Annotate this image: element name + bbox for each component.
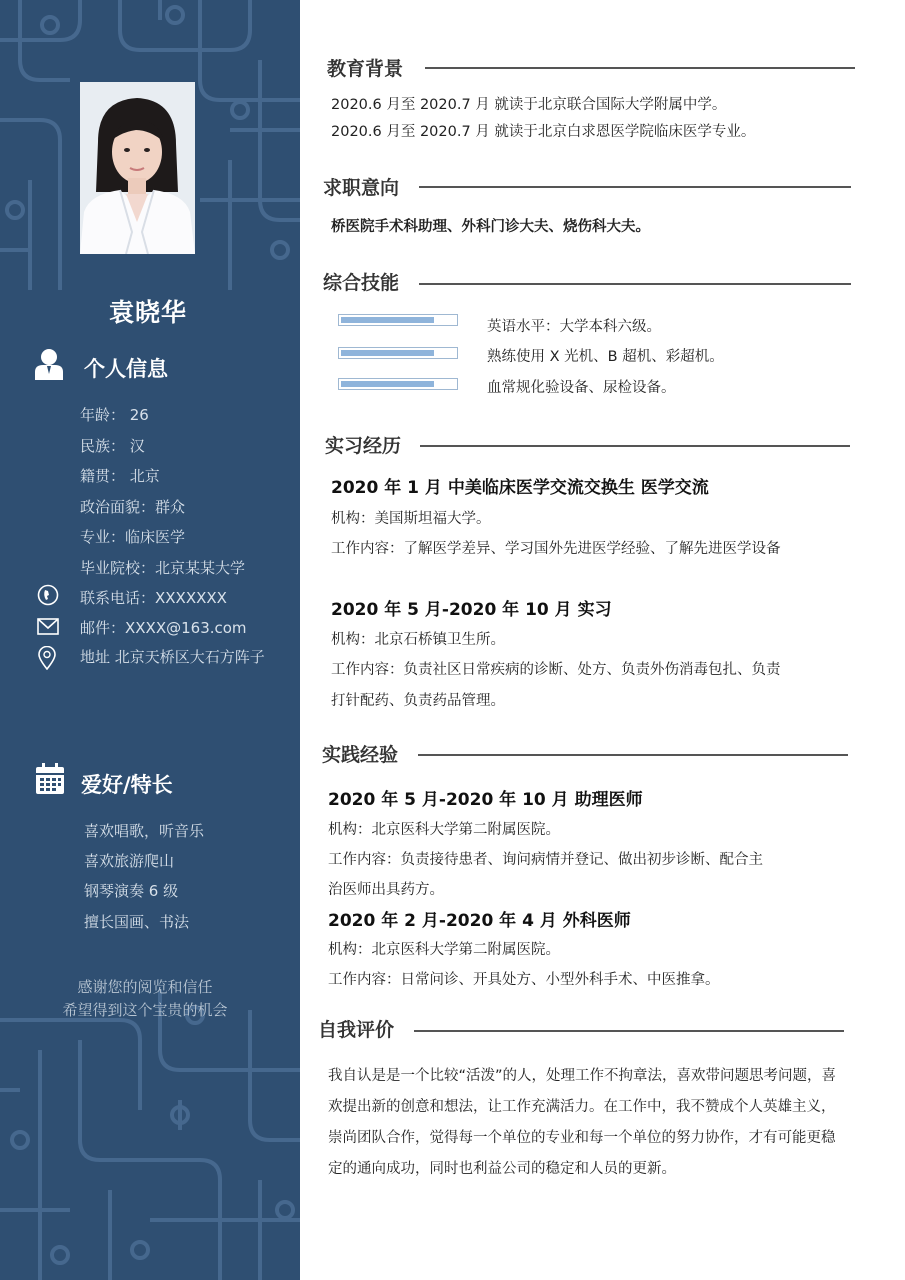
section-rule: [419, 186, 851, 188]
sidebar: [0, 0, 300, 1280]
entry-org: 机构：北京医科大学第二附属医院。: [328, 822, 560, 838]
phone-icon: [37, 584, 59, 606]
entry-heading: 2020 年 5 月-2020 年 10 月 助理医师: [328, 790, 643, 810]
hobby-item: 喜欢唱歌，听音乐: [84, 822, 205, 840]
entry-content: 工作内容：了解医学差异、学习国外先进医学经验、了解先进医学设备: [331, 541, 781, 557]
age-field: 年龄： 26: [80, 406, 149, 424]
entry-org: 机构：美国斯坦福大学。: [331, 511, 491, 527]
skills-heading: 综合技能: [323, 268, 405, 295]
skill-level-fill: [341, 317, 434, 323]
entry-content: 工作内容：负责社区日常疾病的诊断、处方、负责外伤消毒包扎、负责: [331, 662, 781, 678]
hobby-item: 喜欢旅游爬山: [84, 852, 175, 870]
education-line: 2020.6 月至 2020.7 月 就读于北京联合国际大学附属中学。: [331, 97, 727, 113]
person-icon: [34, 348, 64, 380]
education-line: 2020.6 月至 2020.7 月 就读于北京白求恩医学院临床医学专业。: [331, 124, 756, 140]
objective-text: 桥医院手术科助理、外科门诊大夫、烧伤科大夫。: [331, 219, 650, 235]
skill-label: 英语水平：大学本科六级。: [487, 319, 661, 335]
entry-heading: 2020 年 1 月 中美临床医学交流交换生 医学交流: [331, 478, 709, 498]
mail-icon: [37, 618, 59, 635]
hobby-item: 钢琴演奏 6 级: [84, 882, 179, 900]
entry-org: 机构：北京医科大学第二附属医院。: [328, 942, 560, 958]
self-evaluation-text: 我自认是是一个比较“活泼”的人，处理工作不拘章法，喜欢带问题思考问题，喜欢提出新的创意和想法，让工作充满活力。在工作中，我不赞成个人英雄主义，崇尚团队合作，觉得每一个单位的专业和每一个单位的努力协作，才有可能更稳定的通向成功，同时也利益公司的稳定和人员的更新。: [328, 1068, 837, 1177]
hobby-item: 擅长国画、书法: [84, 913, 190, 931]
internship-heading: 实习经历: [325, 431, 407, 458]
skill-level-bar: [338, 314, 458, 326]
entry-org: 机构：北京石桥镇卫生所。: [331, 632, 505, 648]
school-field: 毕业院校：北京某某大学: [80, 559, 246, 577]
decorative-pattern-bottom: [0, 990, 300, 1280]
profile-photo: [80, 82, 195, 254]
thanks-line-2: 希望得到这个宝贵的机会: [62, 1001, 228, 1019]
section-rule: [414, 1030, 844, 1032]
entry-heading: 2020 年 5 月-2020 年 10 月 实习: [331, 600, 612, 620]
skill-level-fill: [341, 350, 434, 356]
section-rule: [418, 754, 848, 756]
skill-level-bar: [338, 347, 458, 359]
personal-info-heading: 个人信息: [84, 357, 168, 381]
major-field: 专业：临床医学: [80, 528, 186, 546]
address-field: 地址 北京天桥区大石方阵子: [80, 648, 265, 666]
politics-field: 政治面貌：群众: [80, 498, 186, 516]
email-field: 邮件：XXXX@163.com: [80, 619, 247, 637]
phone-field: 联系电话：XXXXXXX: [80, 589, 227, 607]
section-rule: [419, 283, 851, 285]
education-heading: 教育背景: [327, 54, 409, 81]
section-rule: [425, 67, 855, 69]
section-rule: [420, 445, 850, 447]
skill-level-bar: [338, 378, 458, 390]
calendar-icon: [35, 763, 65, 795]
practice-heading: 实践经验: [322, 740, 404, 767]
candidate-name: 袁晓华: [108, 298, 187, 327]
hobbies-heading: 爱好/特长: [81, 773, 173, 797]
ethnicity-field: 民族： 汉: [80, 437, 145, 455]
location-icon: [38, 646, 56, 670]
objective-heading: 求职意向: [323, 173, 405, 200]
entry-content: 工作内容：负责接待患者、询问病情并登记、做出初步诊断、配合主: [328, 852, 763, 868]
origin-field: 籍贯： 北京: [80, 467, 160, 485]
entry-content: 工作内容：日常问诊、开具处方、小型外科手术、中医推拿。: [328, 972, 720, 988]
skill-level-fill: [341, 381, 434, 387]
entry-content: 治医师出具药方。: [328, 882, 444, 898]
skill-label: 血常规化验设备、尿检设备。: [487, 380, 676, 396]
self-evaluation-heading: 自我评价: [318, 1015, 400, 1042]
entry-heading: 2020 年 2 月-2020 年 4 月 外科医师: [328, 911, 631, 931]
thanks-line-1: 感谢您的阅览和信任: [77, 978, 213, 996]
entry-content: 打针配药、负责药品管理。: [331, 693, 505, 709]
skill-label: 熟练使用 X 光机、B 超机、彩超机。: [487, 349, 724, 365]
